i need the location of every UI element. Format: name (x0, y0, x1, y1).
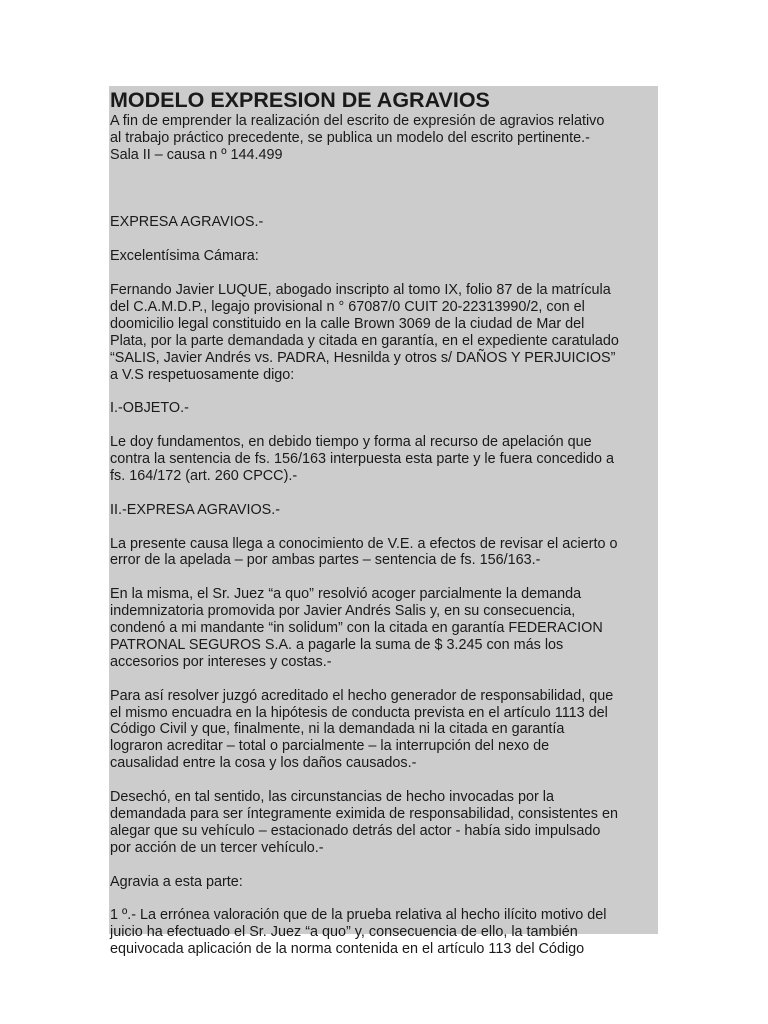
text-line: juicio ha efectuado el Sr. Juez “a quo” y, consecuencia de ello, la también (110, 924, 578, 941)
spacer (110, 417, 658, 434)
agravia-paragraph (110, 874, 658, 891)
text-line: causalidad entre la cosa y los daños causados.- (110, 755, 417, 772)
spacer (110, 265, 658, 282)
text-line: por acción de un tercer vehículo.- (110, 839, 324, 856)
document-page (109, 86, 658, 958)
text-line: Plata, por la parte demandada y citada en garantía, en el expediente caratulado (110, 332, 619, 349)
text-line: al trabajo práctico precedente, se publica un modelo del escrito pertinente.- (110, 129, 590, 146)
text-line: alegar que su vehículo – estacionado detrás del actor - había sido impulsado (110, 822, 601, 839)
spacer (110, 198, 658, 215)
text-line: del C.A.M.D.P., legajo provisional n ° 67087/0 CUIT 20-22313990/2, con el (110, 298, 585, 315)
punto-1-paragraph (110, 907, 658, 958)
heading-text: II.-EXPRESA AGRAVIOS.- (110, 501, 281, 518)
spacer (110, 857, 658, 874)
text-line: error de la apelada – por ambas partes – sentencia de fs. 156/163.- (110, 552, 541, 569)
spacer (110, 485, 658, 502)
text-line: indemnizatoria promovida por Javier Andrés Salis y, en su consecuencia, (110, 603, 576, 620)
spacer (110, 891, 658, 908)
heading-text: EXPRESA AGRAVIOS.- (110, 214, 264, 231)
text-line: Fernando Javier LUQUE, abogado inscripto al tomo IX, folio 87 de la matrícula (110, 282, 611, 298)
text-line: 1 º.- La errónea valoración que de la prueba relativa al hecho ilícito motivo del (110, 907, 607, 924)
text-line: contra la sentencia de fs. 156/163 interpuesta esta parte y le fuera concedido a (110, 451, 615, 468)
fundamento-paragraph (110, 688, 658, 773)
text-line: PATRONAL SEGUROS S.A. a pagarle la suma de $ 3.245 con más los (110, 636, 564, 653)
agravia-text: Agravia a esta parte: (110, 873, 243, 890)
text-line: A fin de emprender la realización del escrito de expresión de agravios relativo (110, 113, 605, 129)
text-line: fs. 164/172 (art. 260 CPCC).- (110, 467, 298, 484)
text-line: En la misma, el Sr. Juez “a quo” resolvió acoger parcialmente la demanda (110, 586, 582, 603)
text-line: equivocada aplicación de la norma contenida en el artículo 113 del Código (110, 941, 585, 958)
spacer (110, 671, 658, 688)
section-objeto-heading (110, 400, 658, 417)
text-line: doomicilio legal constituido en la calle Brown 3069 de la ciudad de Mar del (110, 315, 585, 332)
text-line: Sala II – causa n º 144.499 (110, 146, 283, 163)
text-line: Para así resolver juzgó acreditado el hecho generador de responsabilidad, que (110, 687, 614, 704)
document-title: MODELO EXPRESION DE AGRAVIOS (110, 88, 490, 112)
spacer (110, 383, 658, 400)
desecho-paragraph (110, 789, 658, 857)
text-line: Desechó, en tal sentido, las circunstancias de hecho invocadas por la (110, 789, 554, 806)
text-line: “SALIS, Javier Andrés vs. PADRA, Hesnilda y otros s/ DAÑOS Y PERJUICIOS” (110, 349, 616, 366)
intro-paragraph (110, 113, 658, 164)
presentation-paragraph (110, 282, 658, 383)
spacer (110, 231, 658, 248)
text-line: La presente causa llega a conocimiento de V.E. a efectos de revisar el acierto o (110, 535, 618, 552)
text-line: lograron acreditar – total o parcialmente – la interrupción del nexo de (110, 738, 550, 755)
heading-text: I.-OBJETO.- (110, 400, 189, 417)
section-agravios-heading (110, 502, 658, 519)
resolucion-paragraph (110, 586, 658, 671)
text-line: Código Civil y que, finalmente, ni la demandada ni la citada en garantía (110, 721, 565, 738)
spacer (110, 569, 658, 586)
causa-paragraph (110, 536, 658, 570)
objeto-paragraph (110, 434, 658, 485)
text-line: Le doy fundamentos, en debido tiempo y forma al recurso de apelación que (110, 434, 592, 451)
section-heading (110, 214, 658, 231)
spacer (110, 772, 658, 789)
salutation-text: Excelentísima Cámara: (110, 248, 259, 265)
text-line: demandada para ser íntegramente eximida de responsabilidad, consistentes en (110, 805, 618, 822)
spacer (110, 164, 658, 198)
text-line: a V.S respetuosamente digo: (110, 366, 295, 383)
salutation (110, 248, 658, 265)
document-body (110, 86, 658, 958)
text-line: condenó a mi mandante “in solidum” con la citada en garantía FEDERACION (110, 620, 603, 637)
text-line: el mismo encuadra en la hipótesis de conducta prevista en el artículo 1113 del (110, 704, 608, 721)
text-line: accesorios por intereses y costas.- (110, 653, 332, 670)
spacer (110, 519, 658, 536)
